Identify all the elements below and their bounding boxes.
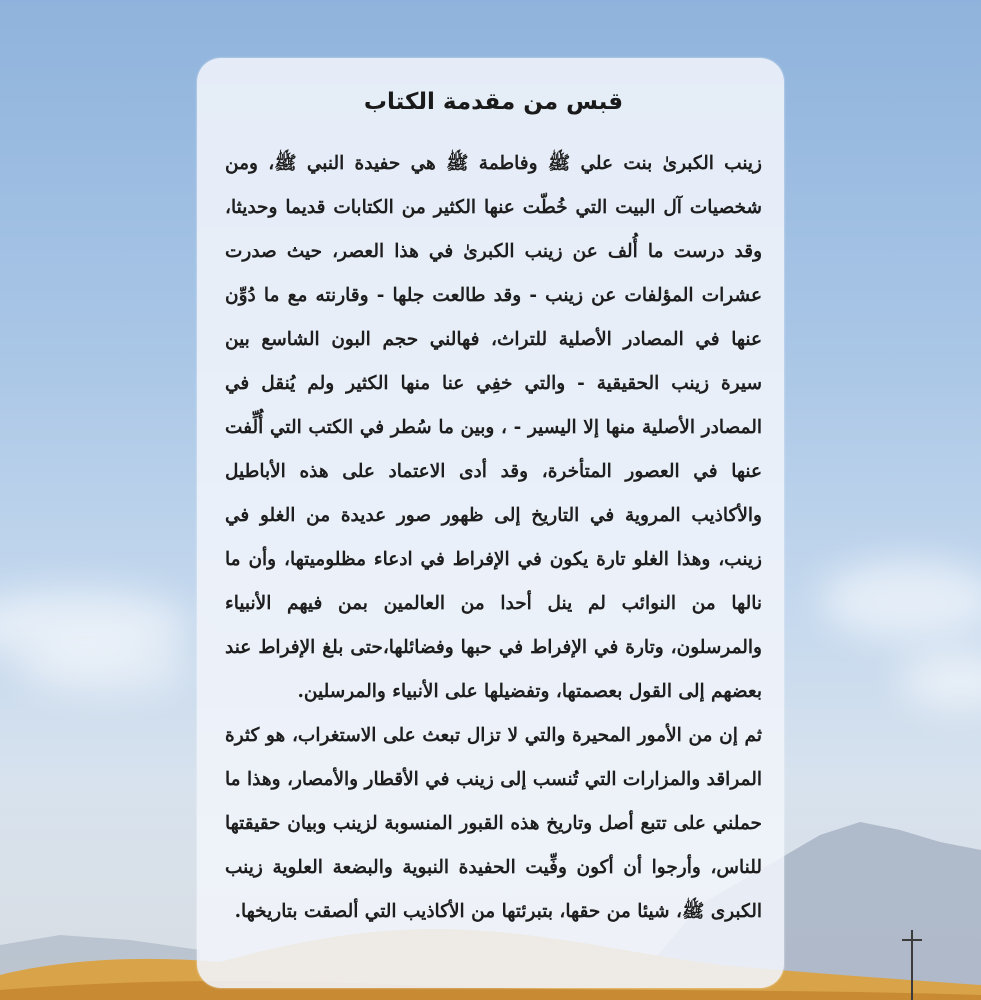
paragraph-2: ثم إن من الأمور المحيرة والتي لا تزال تبعث على الاستغراب، هو كثرة المراقد والمزارات التي تُنسب إلى زينب في الأقطار والأمصار، وهذا ما حملني على تتبع أصل وتاريخ هذه القبور المنسوبة لزينب وبيان حقيقتها للناس، وأرجوا أن أكون وفِّيت الحفيدة النبوية والبضعة العلوية زينب الكبرى ﷺ، شيئا من حقها، بتبرئتها من الأكاذيب التي ألصقت بتاريخها.	[225, 725, 762, 922]
intro-text-panel	[197, 58, 784, 988]
paragraph-1: زينب الكبرىٰ بنت علي ﷺ وفاطمة ﷺ هي حفيدة النبي ﷺ، ومن شخصيات آل البيت التي خُطّت عنها الكثير من الكتابات قديما وحديثا، وقد درست ما أُلف عن زينب الكبرىٰ في هذا العصر، حيث صدرت عشرات المؤلفات عن زينب - وقد طالعت جلها - وقارنته مع ما دُوِّن عنها في المصادر الأصلية للتراث، فهالني حجم البون الشاسع بين سيرة زينب الحقيقية - والتي خفِي عنا منها الكثير ولم يُنقل في المصادر الأصلية منها إلا اليسير - ، وبين ما سُطر في الكتب التي أُلِّفت عنها في العصور المتأخرة، وقد أدى الاعتماد على هذه الأباطيل والأكاذيب المروية في التاريخ إلى ظهور صور عديدة من الغلو في زينب، وهذا الغلو تارة يكون في الإفراط في ادعاء مظلوميتها، وأن ما نالها من النوائب لم ينل أحدا من العالمين بمن فيهم الأنبياء والمرسلون، وتارة في الإفراط في حبها وفضائلها،حتى بلغ الإفراط عند بعضهم إلى القول بعصمتها، وتفضيلها على الأنبياء والمرسلين.	[225, 153, 762, 702]
page-title: قبس من مقدمة الكتاب	[363, 89, 624, 115]
